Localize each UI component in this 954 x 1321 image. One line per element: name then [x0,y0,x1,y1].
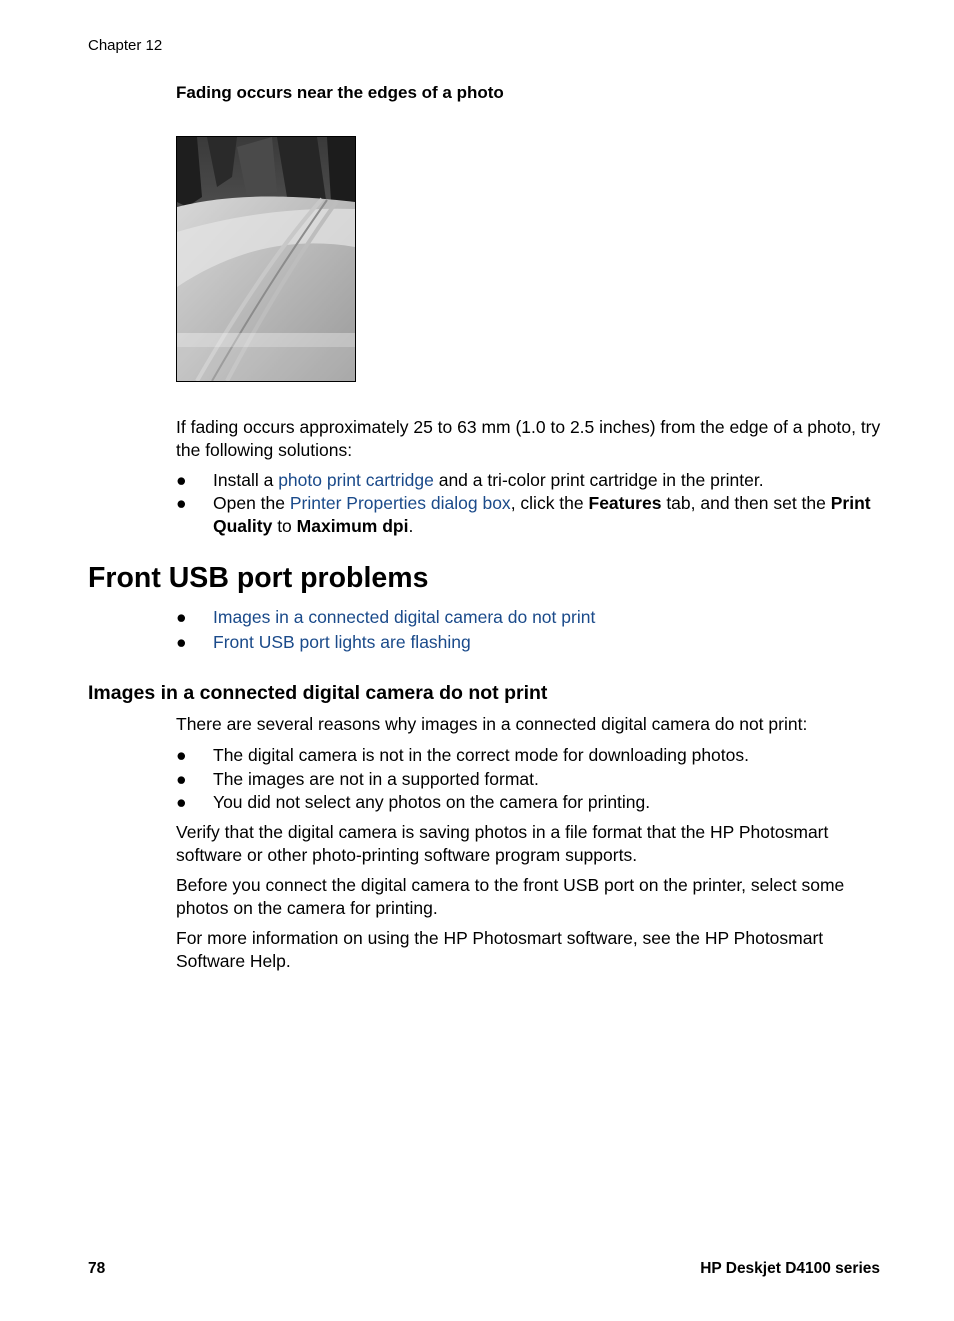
camera-reasons-list [176,744,886,815]
list-item [176,469,886,492]
bullet-marker: ● [176,632,187,652]
printer-properties-link[interactable]: Printer Properties dialog box [289,493,511,513]
bullet-text: . [408,516,414,536]
maximum-dpi-label: Maximum dpi [296,516,409,536]
print-quality-label: Print Quality [213,493,871,536]
usb-topics-list [176,605,886,655]
bullet-text: and a tri-color print cartridge in the printer. [433,470,764,490]
bullet-text: The digital camera is not in the correct mode for downloading photos. [213,745,749,765]
list-item [176,768,886,792]
list-item [176,791,886,815]
bullet-text: to [272,516,297,536]
camera-intro-paragraph: There are several reasons why images in a connected digital camera do not print: [176,714,808,734]
section-title: Front USB port problems [88,562,429,594]
camera-paragraph-format: Verify that the digital camera is saving photos in a file format that the HP Photosmart software or other photo-printing software program supports. [176,822,829,865]
photo-print-cartridge-link[interactable]: photo print cartridge [278,470,434,490]
bullet-marker: ● [176,607,187,627]
features-tab-label: Features [588,493,662,513]
bullet-text: Open the [213,493,290,513]
fade-solutions-list [176,469,886,538]
camera-images-link[interactable]: Images in a connected digital camera do not print [213,607,596,627]
usb-lights-link[interactable]: Front USB port lights are flashing [213,632,471,652]
page-number: 78 [88,1260,106,1277]
list-item [176,630,886,655]
faded-photo-illustration [176,136,356,382]
bullet-marker: ● [176,493,187,513]
bullet-text: You did not select any photos on the camera for printing. [213,792,651,812]
snowy-road-image [177,137,355,381]
footer-product-name: HP Deskjet D4100 series [700,1260,880,1277]
list-item [176,605,886,630]
camera-paragraph-help: For more information on using the HP Photosmart software, see the HP Photosmart Software Help. [176,928,824,971]
bullet-text: The images are not in a supported format. [213,768,539,789]
camera-paragraph-connect: Before you connect the digital camera to the front USB port on the printer, select some photos on the camera for printing. [176,875,845,918]
bullet-marker: ● [176,470,187,490]
subsection-title: Images in a connected digital camera do not print [88,682,548,704]
bullet-text: tab, and then set the [661,493,831,513]
bullet-marker: ● [176,768,187,789]
running-header: Chapter 12 [88,37,163,54]
bullet-text: Install a [213,470,279,490]
bullet-marker: ● [176,745,187,765]
fade-heading: Fading occurs near the edges of a photo [176,83,504,102]
list-item [176,492,886,538]
bullet-marker: ● [176,792,187,812]
bullet-text: , click the [510,493,589,513]
list-item [176,744,886,768]
fade-intro-paragraph: If fading occurs approximately 25 to 63 mm (1.0 to 2.5 inches) from the edge of a photo, try the following solutions: [176,417,881,460]
